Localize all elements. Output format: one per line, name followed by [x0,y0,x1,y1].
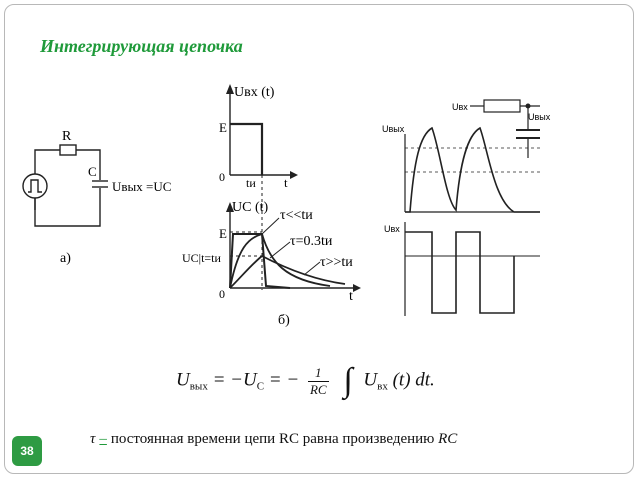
top-x-arrow [290,171,298,179]
leader-medium [270,242,290,258]
circuit-a [23,145,108,226]
graph-c [405,100,540,316]
input-square-wave [405,232,514,313]
caption-tau: τ [90,431,96,447]
formula-lhs-sub: вых [189,380,208,393]
curve-medium-label: τ=0.3tи [290,234,333,249]
input-pulse-line [230,124,262,175]
formula-tail: (t) dt. [392,369,435,391]
top-ylabel: Uвх (t) [234,85,275,100]
bottom-ylabel: UC (t) [232,200,269,215]
formula-denominator: RC [309,381,327,397]
bottom-zero-label: 0 [219,287,225,301]
circuit-a-caption: а) [60,251,71,266]
curve-slow-label: τ>>tи [320,255,353,270]
caption-rc: RC [438,431,458,447]
top-t-label: t [284,175,288,190]
integral-sign: ∫ [343,362,353,399]
top-ti-label: tи [246,176,256,190]
graph-b-caption: б) [278,313,290,328]
bottom-e-label: E [219,226,227,241]
right-circuit-out-label: Uвых [528,112,551,122]
caption-text: постоянная времени цепи RC равна произведению [110,431,435,447]
uc-at-ti-label: UC|t=tи [182,251,221,265]
leader-fast [262,218,279,234]
right-circuit-in-label: Uвх [452,102,468,112]
pulse-source-symbol [23,174,47,198]
bottom-x-arrow [353,284,361,292]
c-label: C [88,164,97,179]
caption-dash: – [99,431,107,447]
page-number-badge: 38 [12,436,42,466]
formula-eq1: = −U [212,369,257,391]
formula-eq2: = − [268,369,300,391]
formula-integrand-sub: вх [377,380,388,393]
formula-c-sub: C [256,380,265,393]
leader-slow [304,262,320,275]
slide-title: Интегрирующая цепочка [40,36,243,56]
formula-fraction [308,365,329,398]
r-label: R [62,129,72,144]
top-y-arrow [226,84,234,94]
output-label: Uвых =UC [112,179,172,194]
curve-fast-label: τ<<tи [280,208,313,223]
formula-numerator: 1 [308,365,329,382]
formula [176,362,435,400]
c-bottom-ylabel: Uвх [384,224,400,234]
resistor-symbol [60,145,76,155]
formula-integrand: U [363,369,378,391]
c-top-ylabel: Uвых [382,124,405,134]
top-zero-label: 0 [219,170,225,184]
right-resistor [484,100,520,112]
top-e-label: E [219,120,227,135]
caption-line [90,431,457,448]
bottom-t-label: t [349,289,353,304]
output-waveform [405,128,540,212]
formula-lhs: U [176,369,190,391]
